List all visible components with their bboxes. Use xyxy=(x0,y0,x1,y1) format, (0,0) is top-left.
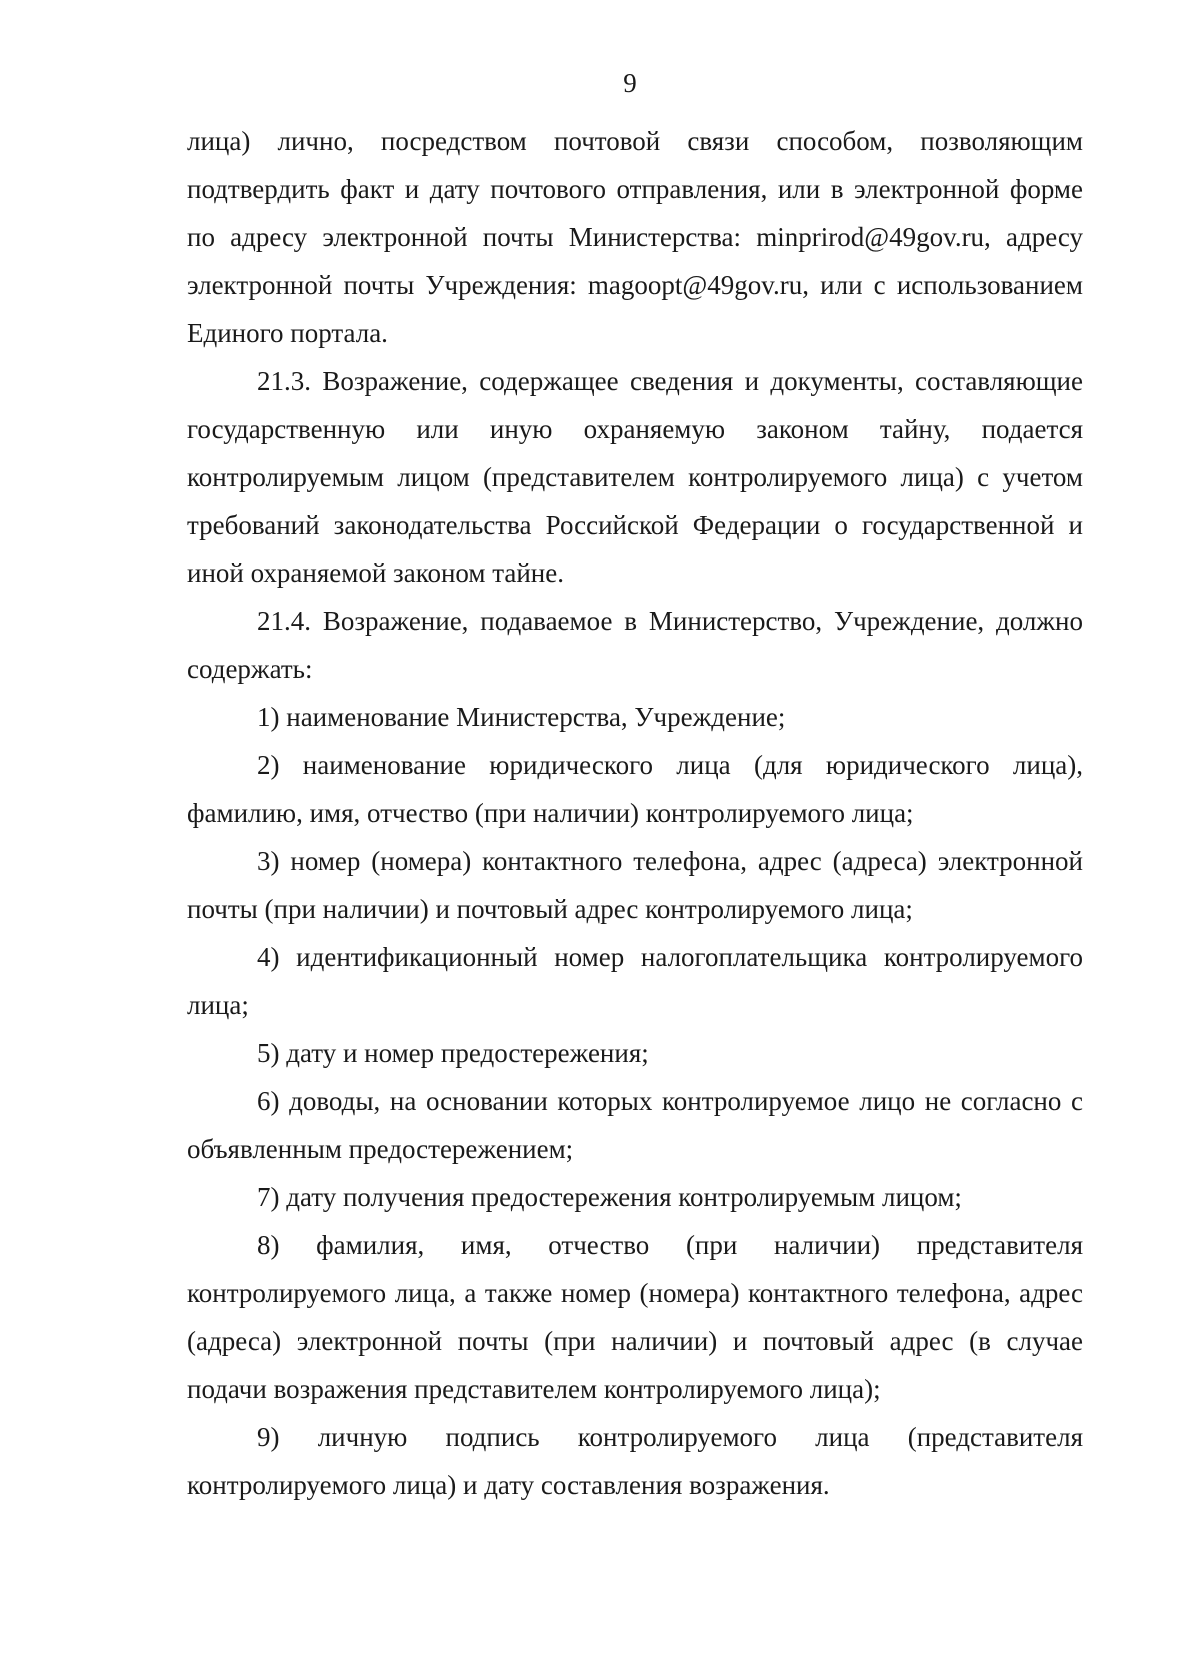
list-item-8: 8) фамилия, имя, отчество (при наличии) представителя контролируемого лица, а также номер (номера) контактного телефона, адрес (адреса) электронной почты (при наличии) и почтовый адрес (в случае подачи возражения представителем контролируемого лица); xyxy=(187,1230,1083,1404)
paragraph-21-3: 21.3. Возражение, содержащее сведения и документы, составляющие государственную или иную охраняемую законом тайну, подается контролируемым лицом (представителем контролируемого лица) с учетом требований законодательства Российской Федерации о государственной и иной охраняемой законом тайне. xyxy=(187,366,1083,588)
paragraph-continuation: лица) лично, посредством почтовой связи способом, позволяющим подтвердить факт и дату почтового отправления, или в электронной форме по адресу электронной почты Министерства: minprirod@49gov.ru, адресу электронной почты Учреждения: magoopt@49gov.ru, или с использованием Единого портала. xyxy=(187,126,1083,348)
list-item-1: 1) наименование Министерства, Учреждение; xyxy=(257,702,786,732)
list-item-2: 2) наименование юридического лица (для юридического лица), фамилию, имя, отчество (при наличии) контролируемого лица; xyxy=(187,750,1083,828)
document-body xyxy=(187,117,1083,1509)
paragraph-21-4: 21.4. Возражение, подаваемое в Министерство, Учреждение, должно содержать: xyxy=(187,606,1083,684)
list-item-9: 9) личную подпись контролируемого лица (представителя контролируемого лица) и дату составления возражения. xyxy=(187,1422,1083,1500)
list-item-3: 3) номер (номера) контактного телефона, адрес (адреса) электронной почты (при наличии) и почтовый адрес контролируемого лица; xyxy=(187,846,1083,924)
list-item-7: 7) дату получения предостережения контролируемым лицом; xyxy=(257,1182,962,1212)
list-item-5: 5) дату и номер предостережения; xyxy=(257,1038,649,1068)
list-item-4: 4) идентификационный номер налогоплательщика контролируемого лица; xyxy=(187,942,1083,1020)
list-item-6: 6) доводы, на основании которых контролируемое лицо не согласно с объявленным предостережением; xyxy=(187,1086,1083,1164)
page-number: 9 xyxy=(623,68,637,98)
